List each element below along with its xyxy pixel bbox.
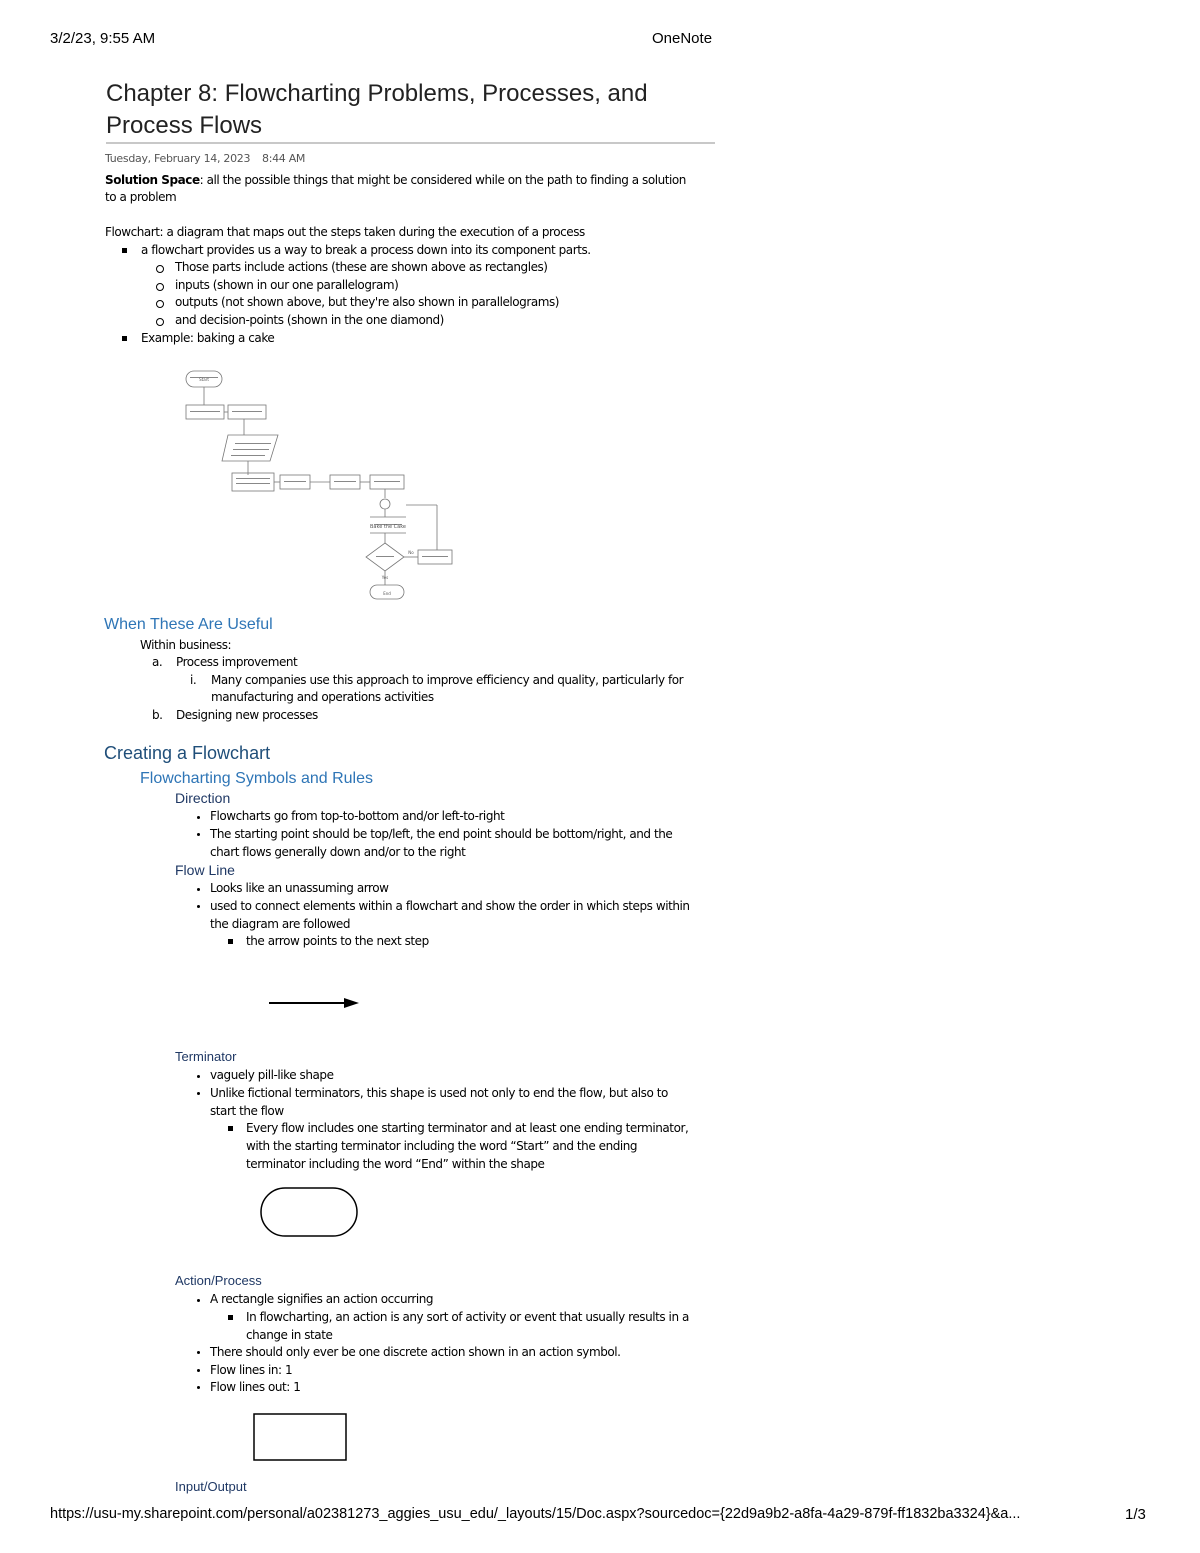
direction-bullet-2-line-2: chart flows generally down and/or to the right <box>210 845 466 859</box>
intro-sub-bullet-1: Those parts include actions (these are shown above as rectangles) <box>175 260 548 274</box>
designing-new-processes: Designing new processes <box>176 708 318 722</box>
bullet-dot-icon <box>197 1299 200 1302</box>
flow-line-arrow-icon <box>266 995 362 1011</box>
terminator-shape-icon <box>258 1185 362 1241</box>
list-marker-b: b. <box>152 708 163 722</box>
bullet-dot-icon <box>197 1351 200 1354</box>
creating-heading: Creating a Flowchart <box>104 743 271 763</box>
diagram-input-parallelogram <box>222 435 278 461</box>
action-heading: Action/Process <box>175 1273 262 1288</box>
bullet-square-icon <box>122 248 127 253</box>
bullet-circle-icon <box>156 300 164 308</box>
action-rectangle-icon <box>252 1412 350 1464</box>
diagram-no-label: No <box>408 550 414 555</box>
diagram-end-label: End <box>383 591 391 596</box>
intro-bullet-1: a flowchart provides us a way to break a process down into its component parts. <box>141 243 591 257</box>
bullet-dot-icon <box>197 1075 200 1078</box>
bullet-square-icon <box>228 1315 233 1320</box>
bullet-square-icon <box>122 336 127 341</box>
print-app-name: OneNote <box>652 30 713 47</box>
list-marker-i: i. <box>190 673 197 687</box>
bullet-dot-icon <box>197 905 200 908</box>
flow-line-bullet-1: Looks like an unassuming arrow <box>210 881 389 895</box>
direction-bullet-2-line-1: The starting point should be top/left, the end point should be bottom/right, and the <box>210 827 673 841</box>
cake-flowchart-diagram <box>180 365 465 605</box>
direction-heading: Direction <box>175 790 231 806</box>
flow-line-bullet-2-line-1: used to connect elements within a flowchart and show the order in which steps within <box>210 899 690 913</box>
intro-sub-bullet-4: and decision-points (shown in the one diamond) <box>175 313 444 327</box>
solution-space-line-1 <box>105 173 686 187</box>
process-improvement: Process improvement <box>176 655 298 669</box>
flow-line-heading: Flow Line <box>175 862 235 878</box>
page-time: 8:44 AM <box>262 152 306 165</box>
action-sub-line-2: change in state <box>246 1328 333 1342</box>
intro-bullet-2: Example: baking a cake <box>141 331 275 345</box>
diagram-bake-label: Bake the Cake <box>369 524 407 530</box>
diagram-start-label: Start <box>199 377 209 382</box>
bullet-circle-icon <box>156 283 164 291</box>
solution-space-definition: : all the possible things that might be considered while on the path to finding a solution <box>199 173 686 187</box>
action-bullet-3: Flow lines in: 1 <box>210 1363 293 1377</box>
bullet-circle-icon <box>156 318 164 326</box>
bullet-dot-icon <box>197 816 200 819</box>
flow-line-bullet-2-line-2: the diagram are followed <box>210 917 351 931</box>
action-sub-line-1: In flowcharting, an action is any sort of activity or event that usually results in a <box>246 1310 689 1324</box>
bullet-dot-icon <box>197 1369 200 1372</box>
flow-line-sub-bullet: the arrow points to the next step <box>246 934 429 948</box>
page-date: Tuesday, February 14, 2023 <box>105 152 251 165</box>
solution-space-term: Solution Space <box>105 173 200 187</box>
print-datetime: 3/2/23, 9:55 AM <box>50 30 156 47</box>
improvement-detail-line-1: Many companies use this approach to improve efficiency and quality, particularly for <box>211 673 684 687</box>
bullet-dot-icon <box>197 1386 200 1389</box>
action-bullet-2: There should only ever be one discrete action shown in an action symbol. <box>210 1345 621 1359</box>
bullet-square-icon <box>228 939 233 944</box>
page-title-line-1: Chapter 8: Flowcharting Problems, Processes, and <box>106 80 648 107</box>
print-url: https://usu-my.sharepoint.com/personal/a02381273_aggies_usu_edu/_layouts/15/Doc.aspx?sourcedoc={22d9a9b2-a8fa-4a29-879f-ff1832ba3324}&a... <box>50 1506 1021 1522</box>
page-title-line-2: Process Flows <box>106 112 263 139</box>
diagram-yes-label: Yes <box>381 575 389 580</box>
print-page-number: 1/3 <box>1125 1506 1146 1523</box>
terminator-sub-line-3: terminator including the word “End” within the shape <box>246 1157 545 1171</box>
diagram-action <box>232 473 274 491</box>
flowchart-definition: Flowchart: a diagram that maps out the steps taken during the execution of a process <box>105 225 585 239</box>
direction-bullet-1: Flowcharts go from top-to-bottom and/or left-to-right <box>210 809 505 823</box>
action-bullet-4: Flow lines out: 1 <box>210 1380 301 1394</box>
terminator-bullet-1: vaguely pill-like shape <box>210 1068 334 1082</box>
action-bullet-1: A rectangle signifies an action occurring <box>210 1292 434 1306</box>
terminator-heading: Terminator <box>175 1049 237 1064</box>
intro-sub-bullet-3: outputs (not shown above, but they're also shown in parallelograms) <box>175 295 560 309</box>
terminator-bullet-2-line-2: start the flow <box>210 1104 284 1118</box>
bullet-dot-icon <box>197 1092 200 1095</box>
solution-space-line-2: to a problem <box>105 190 177 204</box>
bullet-circle-icon <box>156 265 164 273</box>
bullet-dot-icon <box>197 833 200 836</box>
intro-sub-bullet-2: inputs (shown in our one parallelogram) <box>175 278 399 292</box>
useful-heading: When These Are Useful <box>104 616 273 633</box>
list-marker-a: a. <box>152 655 163 669</box>
improvement-detail-line-2: manufacturing and operations activities <box>211 690 434 704</box>
symbols-rules-heading: Flowcharting Symbols and Rules <box>140 770 373 787</box>
terminator-sub-line-2: with the starting terminator including the word “Start” and the ending <box>246 1139 638 1153</box>
title-underline <box>106 142 715 144</box>
within-business: Within business: <box>140 638 232 652</box>
terminator-bullet-2-line-1: Unlike fictional terminators, this shape is used not only to end the flow, but also to <box>210 1086 668 1100</box>
bullet-square-icon <box>228 1126 233 1131</box>
bullet-dot-icon <box>197 888 200 891</box>
input-output-heading: Input/Output <box>175 1479 247 1494</box>
terminator-sub-line-1: Every flow includes one starting terminator and at least one ending terminator, <box>246 1121 689 1135</box>
